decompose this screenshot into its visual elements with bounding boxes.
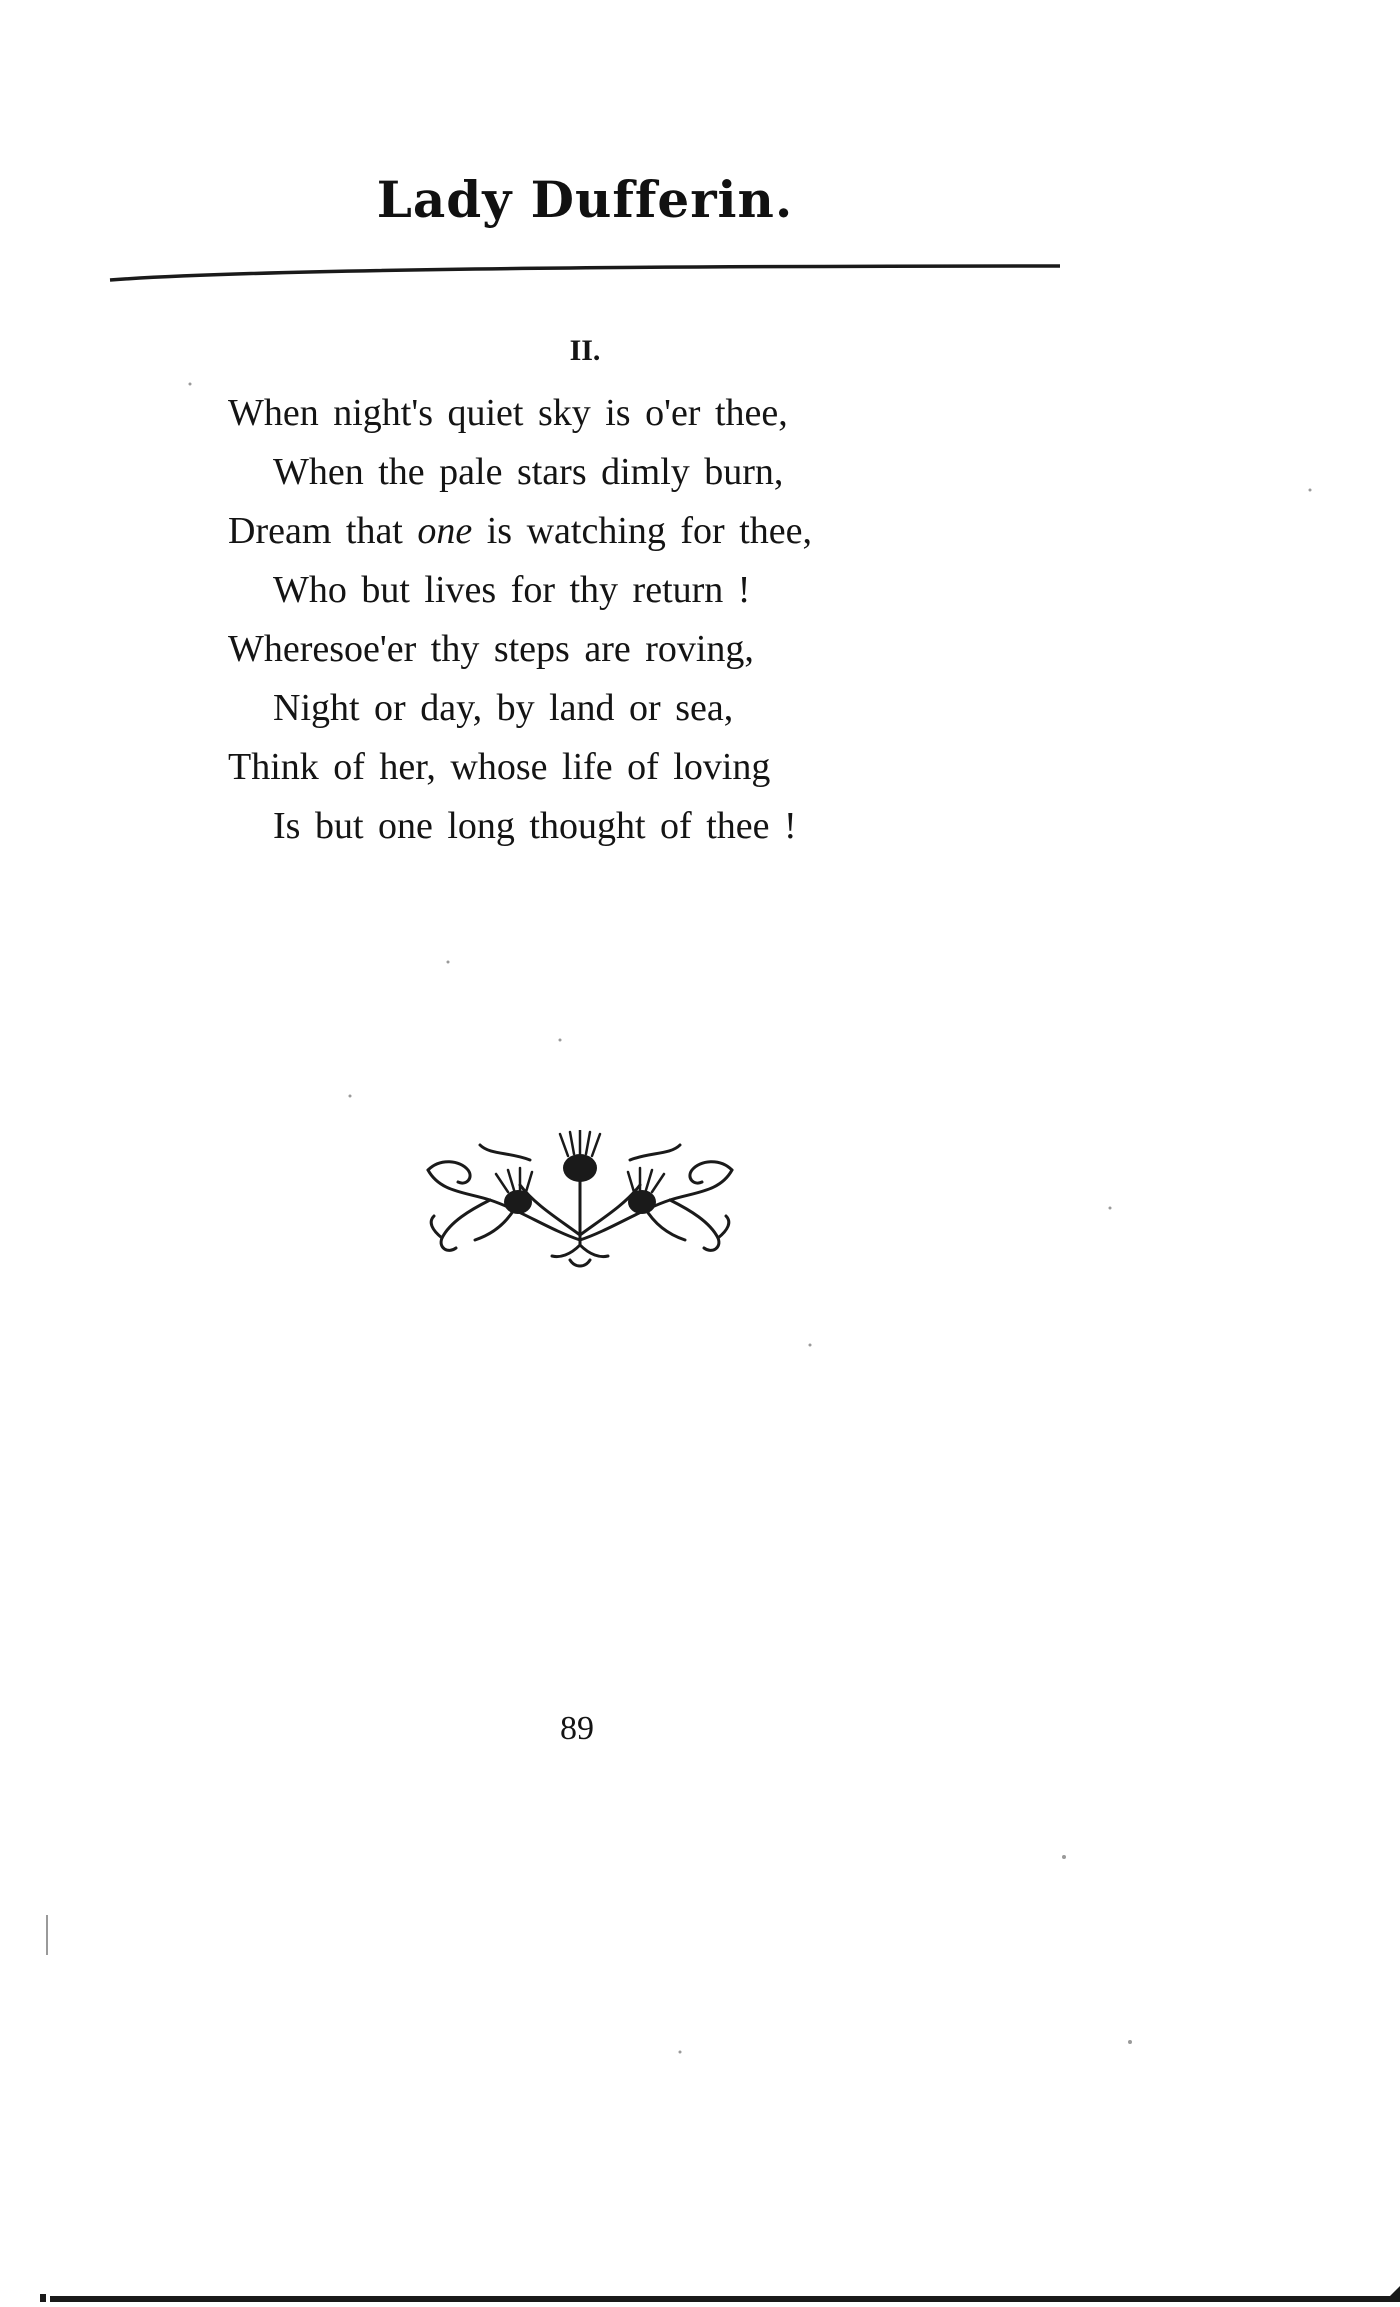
page-number: 89: [560, 1710, 594, 1747]
verse-line-4: Who but lives for thy return !: [273, 569, 751, 611]
verse-line-6: Night or day, by land or sea,: [273, 687, 734, 729]
verse-line-2: When the pale stars dimly burn,: [273, 451, 784, 493]
verse-emphasis: one: [417, 510, 473, 552]
verse-line-7: Think of her, whose life of loving: [228, 746, 771, 788]
section-number: II.: [569, 334, 601, 367]
verse-line-1: When night's quiet sky is o'er thee,: [228, 392, 788, 434]
verse-line-5: Wheresoe'er thy steps are roving,: [228, 628, 754, 670]
verse-line-3-start: Dream that: [228, 510, 418, 552]
verse-line-3-end: is watching for thee,: [472, 510, 812, 552]
running-head: Lady Dufferin.: [376, 170, 794, 229]
verse-line-8: Is but one long thought of thee !: [273, 805, 797, 847]
